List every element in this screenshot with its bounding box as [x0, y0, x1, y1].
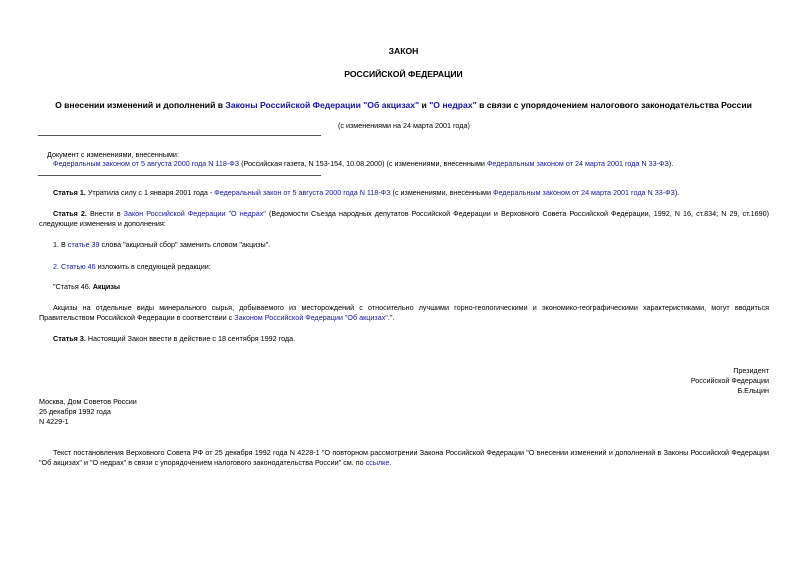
item-1-prefix: 1. В: [53, 240, 66, 249]
quoted-article-title: Акцизы: [92, 282, 121, 291]
signature-name: Б.Ельцин: [737, 386, 769, 395]
signature-country: Российской Федерации: [690, 376, 769, 385]
footnote: [39, 448, 769, 468]
article-2-text1: Внести в: [89, 209, 121, 218]
item-2-link-article-46[interactable]: Статью 46: [61, 262, 96, 271]
article-1-text3: ).: [674, 188, 680, 197]
article-3-label: Статья 3.: [53, 334, 86, 343]
heading-prefix: О внесении изменений и дополнений в: [55, 100, 224, 110]
place: Москва, Дом Советов России: [39, 397, 137, 406]
changes-note: (с изменениями на 24 марта 2001 года): [338, 121, 470, 130]
signature-block: [691, 366, 769, 396]
footnote-end: .: [389, 458, 392, 467]
footnote-text: Текст постановления Верховного Совета РФ от 25 декабря 1992 года N 4228-1 "О повторном рассмотрении Закона Российской Федерации "О внесении изменений и дополнений в Законы Российской Федерации "Об акцизах" и "О недрах" в связи с упорядочением налогового законодательства России" см. по: [39, 448, 769, 467]
item-2-text: изложить в следующей редакции:: [97, 262, 211, 271]
quoted-article-body: [39, 303, 769, 323]
law-title: ЗАКОН: [388, 46, 419, 56]
quoted-article-heading: [53, 282, 120, 292]
article-2-item-1: [53, 240, 270, 250]
date: 25 декабря 1992 года: [39, 407, 111, 416]
article-2-link-subsoil-law[interactable]: Закон Российской Федерации "О недрах": [123, 209, 266, 218]
article-2-text2: (Ведомости Съезда народных депутатов Российской Федерации и Верховного Совета Российской Федерации, 1992, N 16, ст.834; N 29, ст.1690) следующие изменения и дополнения:: [39, 209, 770, 228]
article-2-item-2: [53, 262, 211, 272]
article-1-label: Статья 1.: [53, 188, 86, 197]
quoted-article-end: .".: [387, 313, 395, 322]
doc-note-mid: (Российская газета, N 153-154, 10.08.2000) (с изменениями, внесенными: [241, 159, 485, 168]
article-3: [53, 334, 295, 344]
article-1-link-118fz[interactable]: Федеральный закон от 5 августа 2000 года N 118-ФЗ: [214, 188, 391, 197]
article-1-link-33fz[interactable]: Федеральным законом от 24 марта 2001 года N 33-ФЗ: [493, 188, 675, 197]
article-1-text1: Утратила силу с 1 января 2001 года -: [87, 188, 213, 197]
article-3-text: Настоящий Закон ввести в действие с 18 сентября 1992 года.: [87, 334, 296, 343]
doc-note-body: [53, 159, 673, 169]
article-1-text2: (с изменениями, внесенными: [392, 188, 492, 197]
footnote-link[interactable]: ссылке: [365, 458, 390, 467]
item-1-text: слова "акцизный сбор" заменить словом "акцизы".: [101, 240, 271, 249]
doc-note-link-118fz[interactable]: Федеральным законом от 5 августа 2000 года N 118-ФЗ: [53, 159, 240, 168]
quoted-article-link-excise-law[interactable]: Законом Российской Федерации "Об акцизах": [234, 313, 388, 322]
item-2-link-number[interactable]: 2.: [53, 262, 59, 271]
article-1: [53, 188, 679, 198]
law-subtitle: РОССИЙСКОЙ ФЕДЕРАЦИИ: [344, 69, 463, 79]
heading-link-excise[interactable]: Законы Российской Федерации "Об акцизах": [225, 100, 420, 110]
article-2-intro: [39, 209, 769, 229]
doc-note-end: ).: [668, 159, 674, 168]
quoted-article-text: Акцизы на отдельные виды минерального сырья, добываемого из месторождений с относительно лучшими горно-геологическими и экономико-географическими характеристиками, могут вводиться Правительством Российской Федерации в соответствии с: [39, 303, 769, 322]
article-2-label: Статья 2.: [53, 209, 87, 218]
law-heading: [0, 100, 807, 110]
heading-suffix: в связи с упорядочением налогового законодательства России: [479, 100, 752, 110]
divider-bottom: [38, 175, 321, 176]
item-1-link-article-39[interactable]: статье 39: [67, 240, 100, 249]
heading-link-subsoil[interactable]: "О недрах": [429, 100, 477, 110]
doc-note-intro: Документ с изменениями, внесенными:: [47, 150, 179, 159]
quoted-article-label: "Статья 46.: [53, 282, 91, 291]
divider-top: [38, 135, 321, 136]
law-number: N 4229-1: [39, 417, 69, 426]
signature-title: Президент: [733, 366, 769, 375]
doc-note-link-33fz[interactable]: Федеральным законом от 24 марта 2001 года N 33-ФЗ: [486, 159, 669, 168]
heading-and: и: [421, 100, 427, 110]
place-date-block: [39, 397, 137, 427]
